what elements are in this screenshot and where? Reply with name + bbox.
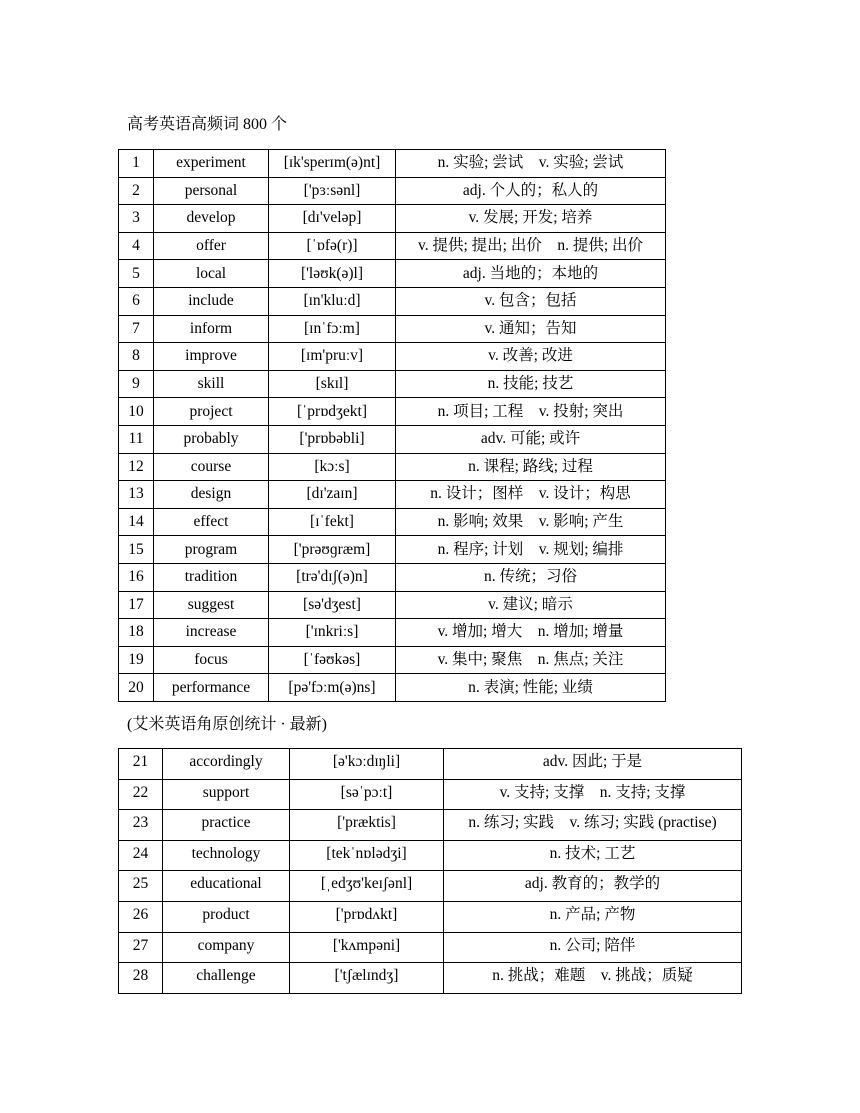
table-row [119,232,666,260]
table-row [119,591,666,619]
phonetic-cell: [ˌedʒʊ'keɪʃənl] [290,871,444,902]
phonetic-cell: [ɪk'sperɪm(ə)nt] [269,150,396,178]
table-row [119,646,666,674]
table-row [119,453,666,481]
meaning-cell: adv. 可能; 或许 [396,425,666,453]
word-cell: support [163,779,290,810]
word-cell: educational [163,871,290,902]
table-row [119,205,666,233]
table-row [119,425,666,453]
word-cell: inform [154,315,269,343]
word-number: 8 [119,343,154,371]
word-number: 17 [119,591,154,619]
phonetic-cell: [səˈpɔːt] [290,779,444,810]
meaning-cell: v. 增加; 增大 n. 增加; 增量 [396,619,666,647]
word-number: 28 [119,963,163,994]
vocab-table-2-body [119,749,742,994]
meaning-cell: n. 挑战；难题 v. 挑战；质疑 [444,963,742,994]
phonetic-cell: [ɪm'pruːv] [269,343,396,371]
word-cell: personal [154,177,269,205]
meaning-cell: v. 提供; 提出; 出价 n. 提供; 出价 [396,232,666,260]
vocab-table-1-body [119,150,666,702]
word-cell: offer [154,232,269,260]
meaning-cell: v. 发展; 开发; 培养 [396,205,666,233]
word-cell: focus [154,646,269,674]
word-number: 7 [119,315,154,343]
phonetic-cell: ['prɒdʌkt] [290,901,444,932]
word-cell: experiment [154,150,269,178]
phonetic-cell: [ˈfəʊkəs] [269,646,396,674]
meaning-cell: n. 技能; 技艺 [396,370,666,398]
word-cell: performance [154,674,269,702]
table-row [119,619,666,647]
word-number: 9 [119,370,154,398]
word-cell: project [154,398,269,426]
word-number: 2 [119,177,154,205]
vocab-table-2 [118,748,742,994]
meaning-cell: v. 建议; 暗示 [396,591,666,619]
meaning-cell: n. 影响; 效果 v. 影响; 产生 [396,508,666,536]
phonetic-cell: [ɪnˈfɔːm] [269,315,396,343]
meaning-cell: adv. 因此; 于是 [444,749,742,780]
word-number: 15 [119,536,154,564]
table-row [119,260,666,288]
word-number: 11 [119,425,154,453]
word-number: 27 [119,932,163,963]
phonetic-cell: ['ɪnkriːs] [269,619,396,647]
word-number: 25 [119,871,163,902]
meaning-cell: n. 设计；图样 v. 设计；构思 [396,481,666,509]
meaning-cell: n. 公司; 陪伴 [444,932,742,963]
table-row [119,871,742,902]
meaning-cell: n. 练习; 实践 v. 练习; 实践 (practise) [444,810,742,841]
phonetic-cell: ['prɒbəbli] [269,425,396,453]
word-cell: product [163,901,290,932]
phonetic-cell: [skɪl] [269,370,396,398]
word-cell: program [154,536,269,564]
word-cell: increase [154,619,269,647]
meaning-cell: adj. 当地的；本地的 [396,260,666,288]
word-cell: skill [154,370,269,398]
word-number: 5 [119,260,154,288]
word-number: 16 [119,563,154,591]
word-cell: effect [154,508,269,536]
table-row [119,810,742,841]
table-row [119,481,666,509]
table-row [119,150,666,178]
vocab-table-1 [118,149,666,702]
word-number: 3 [119,205,154,233]
page-title: 高考英语高频词 800 个 [127,116,288,133]
meaning-cell: n. 传统；习俗 [396,563,666,591]
table-row [119,177,666,205]
word-number: 21 [119,749,163,780]
word-cell: technology [163,840,290,871]
phonetic-cell: ['prəʊɡræm] [269,536,396,564]
meaning-cell: v. 集中; 聚焦 n. 焦点; 关注 [396,646,666,674]
word-number: 6 [119,287,154,315]
phonetic-cell: [pə'fɔːm(ə)ns] [269,674,396,702]
meaning-cell: adj. 教育的；教学的 [444,871,742,902]
word-cell: course [154,453,269,481]
word-cell: design [154,481,269,509]
table-row [119,287,666,315]
meaning-cell: n. 实验; 尝试 v. 实验; 尝试 [396,150,666,178]
word-cell: local [154,260,269,288]
word-number: 10 [119,398,154,426]
phonetic-cell: [ˈɒfə(r)] [269,232,396,260]
phonetic-cell: ['tʃælɪndʒ] [290,963,444,994]
word-cell: company [163,932,290,963]
phonetic-cell: [trə'dɪʃ(ə)n] [269,563,396,591]
phonetic-cell: [ə'kɔːdɪŋli] [290,749,444,780]
word-cell: develop [154,205,269,233]
word-cell: probably [154,425,269,453]
meaning-cell: n. 产品; 产物 [444,901,742,932]
word-cell: include [154,287,269,315]
phonetic-cell: [sə'dʒest] [269,591,396,619]
phonetic-cell: ['kʌmpəni] [290,932,444,963]
word-cell: suggest [154,591,269,619]
source-note: (艾米英语角原创统计 · 最新) [127,716,327,733]
word-number: 18 [119,619,154,647]
meaning-cell: adj. 个人的；私人的 [396,177,666,205]
meaning-cell: n. 项目; 工程 v. 投射; 突出 [396,398,666,426]
phonetic-cell: ['præktis] [290,810,444,841]
word-number: 13 [119,481,154,509]
word-number: 1 [119,150,154,178]
meaning-cell: v. 改善; 改进 [396,343,666,371]
word-number: 12 [119,453,154,481]
word-cell: accordingly [163,749,290,780]
table-row [119,563,666,591]
phonetic-cell: [ˈprɒdʒekt] [269,398,396,426]
phonetic-cell: [ɪˈfekt] [269,508,396,536]
meaning-cell: n. 表演; 性能; 业绩 [396,674,666,702]
table-row [119,536,666,564]
word-cell: practice [163,810,290,841]
meaning-cell: v. 通知；告知 [396,315,666,343]
word-number: 20 [119,674,154,702]
meaning-cell: n. 课程; 路线; 过程 [396,453,666,481]
phonetic-cell: ['ləʊk(ə)l] [269,260,396,288]
word-number: 22 [119,779,163,810]
table-row [119,343,666,371]
meaning-cell: n. 技术; 工艺 [444,840,742,871]
phonetic-cell: [dɪ'veləp] [269,205,396,233]
table-row [119,932,742,963]
table-row [119,963,742,994]
word-number: 26 [119,901,163,932]
table-row [119,840,742,871]
word-number: 23 [119,810,163,841]
phonetic-cell: [ɪn'kluːd] [269,287,396,315]
table-row [119,674,666,702]
word-number: 14 [119,508,154,536]
table-row [119,315,666,343]
meaning-cell: v. 包含；包括 [396,287,666,315]
word-cell: challenge [163,963,290,994]
phonetic-cell: [dɪ'zaɪn] [269,481,396,509]
table-row [119,508,666,536]
word-number: 4 [119,232,154,260]
phonetic-cell: [tekˈnɒlədʒi] [290,840,444,871]
meaning-cell: v. 支持; 支撑 n. 支持; 支撑 [444,779,742,810]
meaning-cell: n. 程序; 计划 v. 规划; 编排 [396,536,666,564]
word-number: 24 [119,840,163,871]
word-cell: improve [154,343,269,371]
table-row [119,901,742,932]
word-cell: tradition [154,563,269,591]
table-row [119,749,742,780]
table-row [119,398,666,426]
table-row [119,779,742,810]
phonetic-cell: ['pɜːsənl] [269,177,396,205]
word-number: 19 [119,646,154,674]
phonetic-cell: [kɔːs] [269,453,396,481]
table-row [119,370,666,398]
